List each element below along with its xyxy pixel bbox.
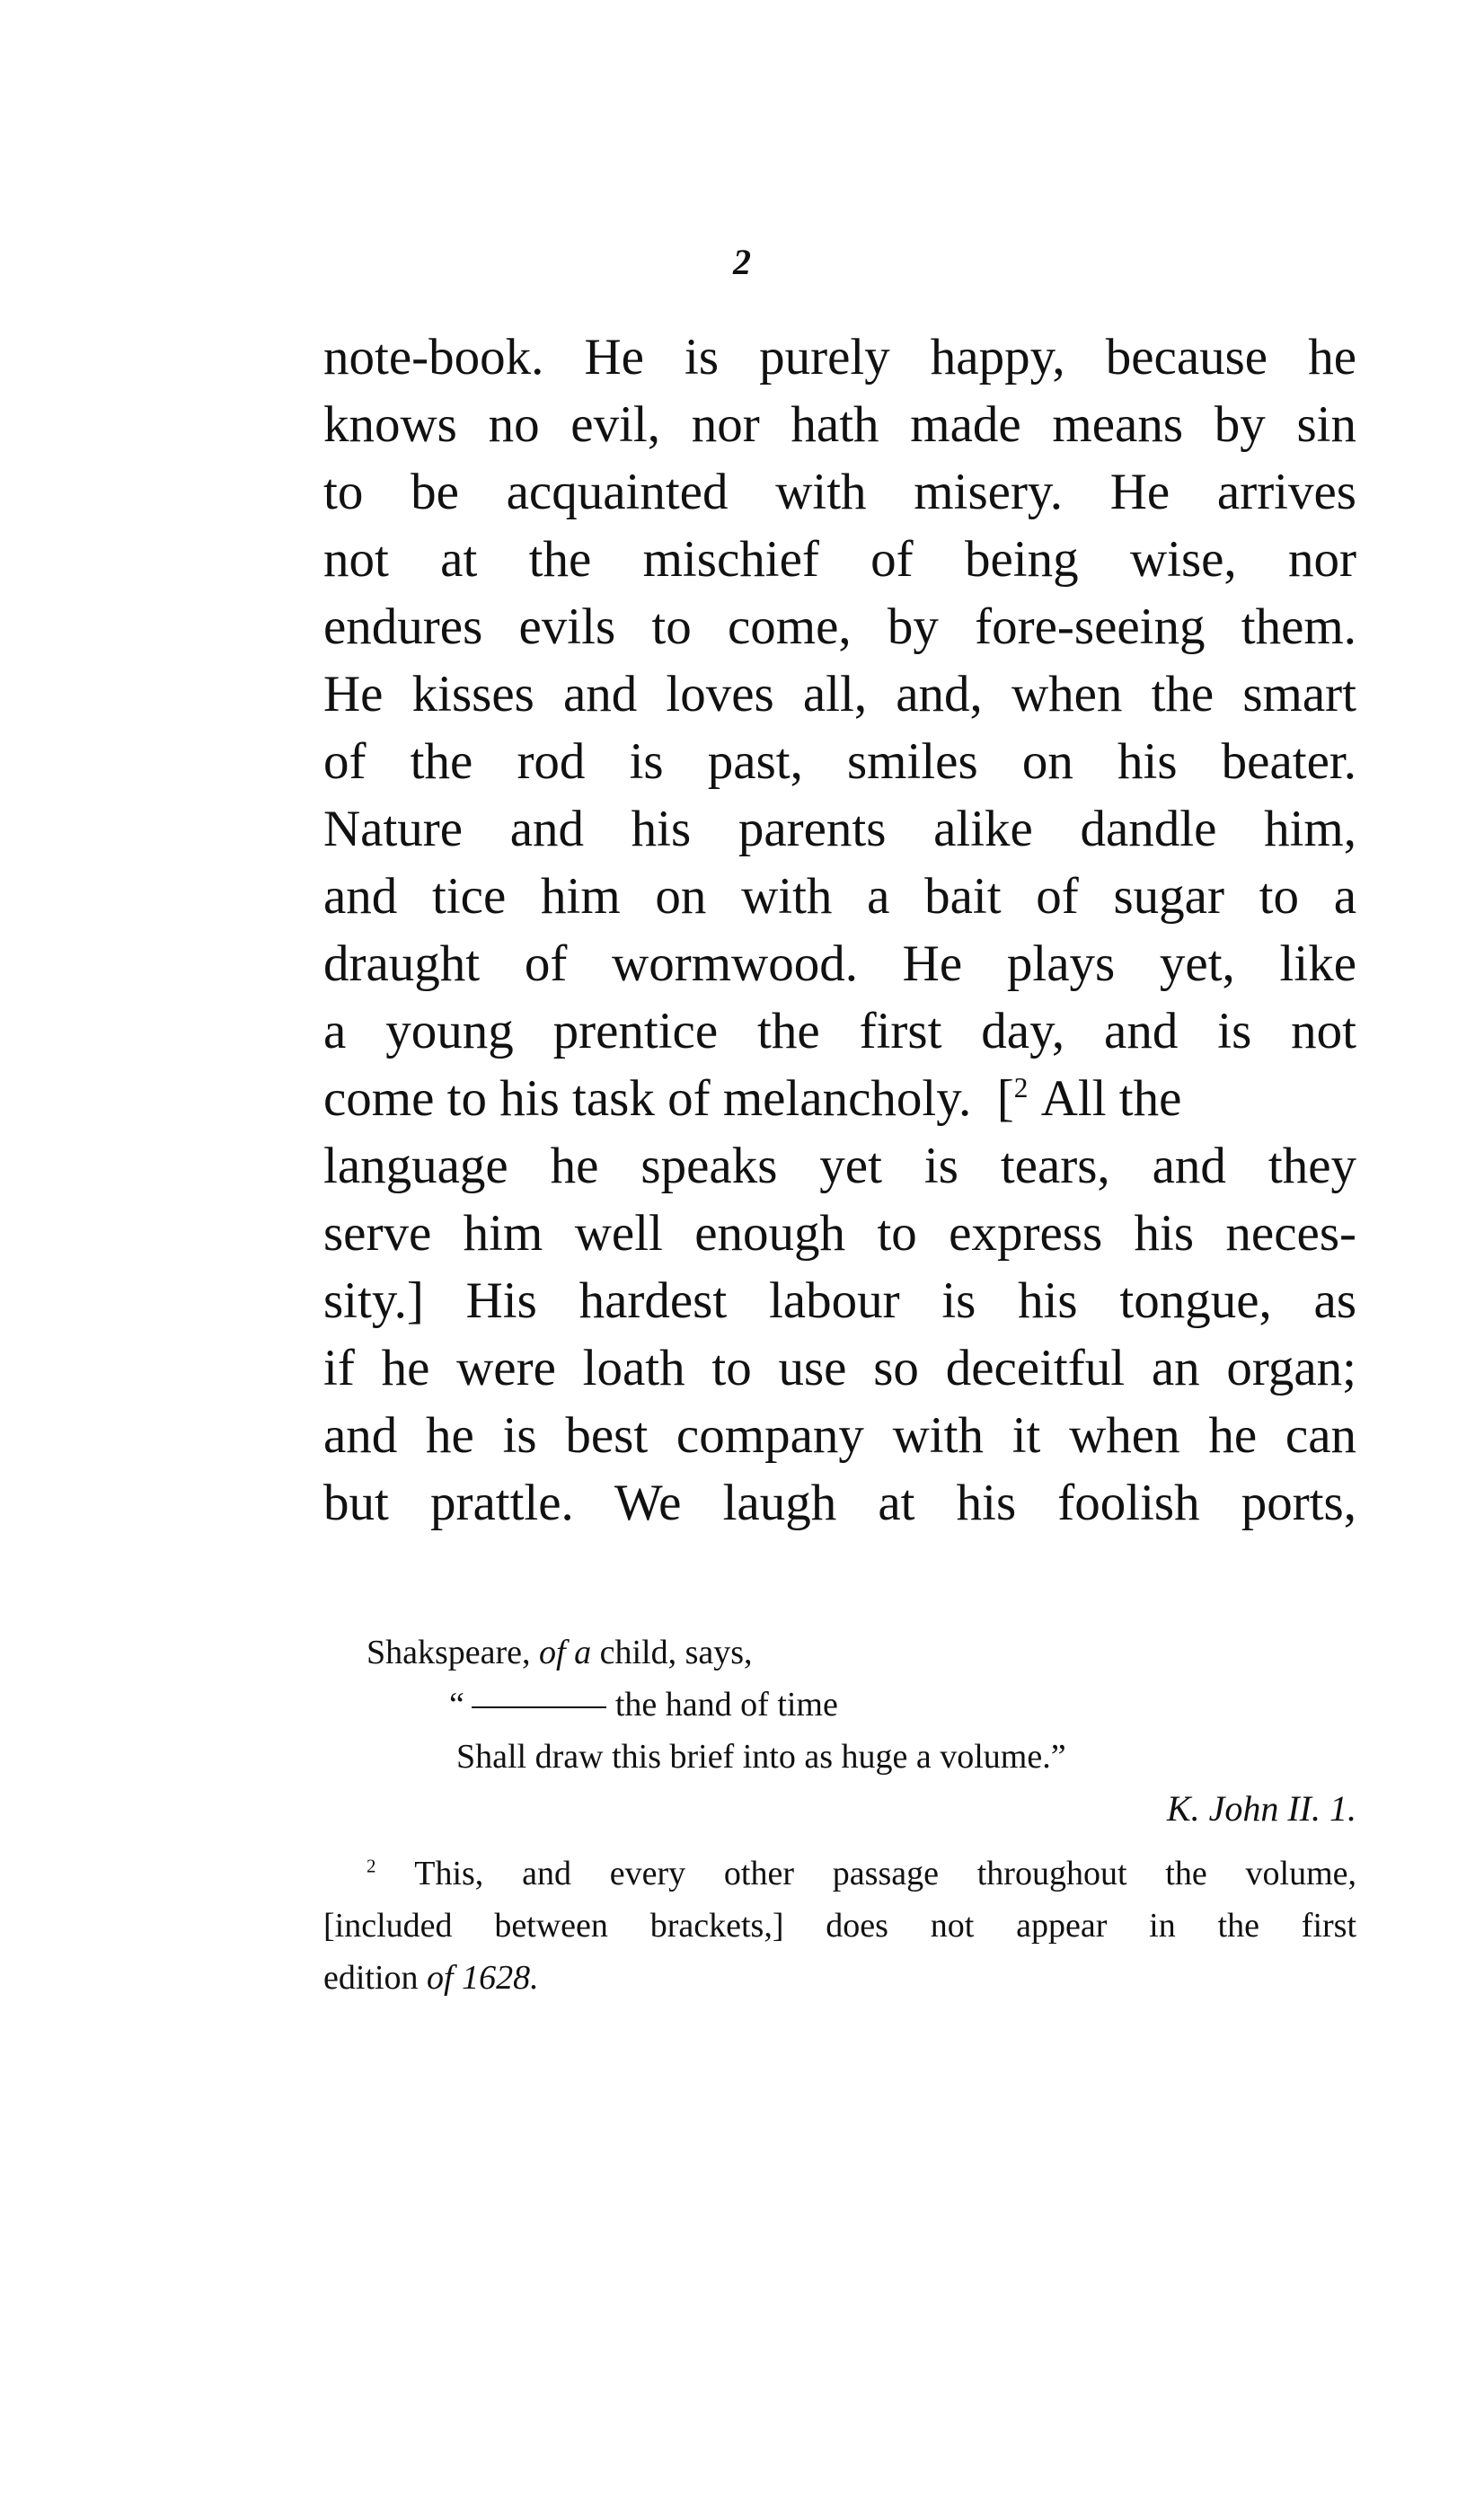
footnote-2-marker: 2: [367, 1855, 376, 1877]
footnote-1-quote-line-2: Shall draw this brief into as huge a volume.”: [456, 1738, 1066, 1776]
body-line-text: All the: [1040, 1070, 1182, 1127]
footnote-2-of: of: [427, 1959, 454, 1997]
footnote-intro-italic: of a: [539, 1634, 592, 1671]
body-line: but prattle. We laugh at his foolish ports,: [323, 1475, 1356, 1531]
body-line: He kisses and loves all, and, when the smart: [323, 666, 1356, 722]
body-line: Nature and his parents alike dandle him,: [323, 801, 1356, 857]
body-line: if he were loath to use so deceitful an organ;: [323, 1340, 1356, 1396]
quote-dash: [472, 1706, 606, 1708]
body-text: [323, 323, 1356, 1537]
bracket-open: [: [996, 1070, 1014, 1127]
footnote-1-citation: K. John II. 1.: [1166, 1788, 1356, 1829]
footnote-1-quote-line-1: [323, 1679, 1356, 1731]
body-line: note-book. He is purely happy, because he: [323, 329, 1356, 386]
footnote-2-edition: edition: [323, 1959, 419, 1997]
footnote-author: Shakspeare,: [367, 1634, 531, 1671]
body-line: and he is best company with it when he can: [323, 1407, 1356, 1464]
footnote-2-line-2: [included between brackets,] does not appear in the first: [323, 1907, 1356, 1945]
note-marker: 2: [1013, 1072, 1029, 1103]
page-number: 2: [733, 242, 751, 282]
footnotes: [323, 1626, 1356, 2004]
body-line: not at the mischief of being wise, nor: [323, 531, 1356, 588]
body-line: a young prentice the first day, and is not: [323, 1003, 1356, 1059]
footnote-1-intro: [323, 1626, 1356, 1679]
body-line: language he speaks yet is tears, and they: [323, 1138, 1356, 1194]
body-line: knows no evil, nor hath made means by sin: [323, 396, 1356, 453]
footnote-2-year: 1628.: [462, 1959, 539, 1997]
body-line: draught of wormwood. He plays yet, like: [323, 935, 1356, 992]
body-line: endures evils to come, by fore-seeing them.: [323, 598, 1356, 655]
body-line: serve him well enough to express his neces-: [323, 1205, 1356, 1262]
footnote-2-line-1: [323, 1848, 1356, 1900]
body-line-text: come to his task of melancholy.: [323, 1070, 972, 1127]
body-line: of the rod is past, smiles on his beater.: [323, 733, 1356, 790]
body-line: and tice him on with a bait of sugar to a: [323, 868, 1356, 925]
quote-open-mark: “: [449, 1686, 464, 1724]
body-line: to be acquainted with misery. He arrives: [323, 464, 1356, 520]
footnote-intro-end: child, says,: [599, 1634, 753, 1671]
footnote-2-line-3: [323, 1952, 1356, 2004]
quote-text-1: the hand of time: [614, 1686, 838, 1724]
footnote-gap: [323, 1835, 1356, 1848]
body-line-with-note: [323, 1065, 1356, 1132]
body-line: sity.] His hardest labour is his tongue, as: [323, 1272, 1356, 1329]
footnote-2-text: This, and every other passage throughout the volume,: [414, 1855, 1356, 1892]
